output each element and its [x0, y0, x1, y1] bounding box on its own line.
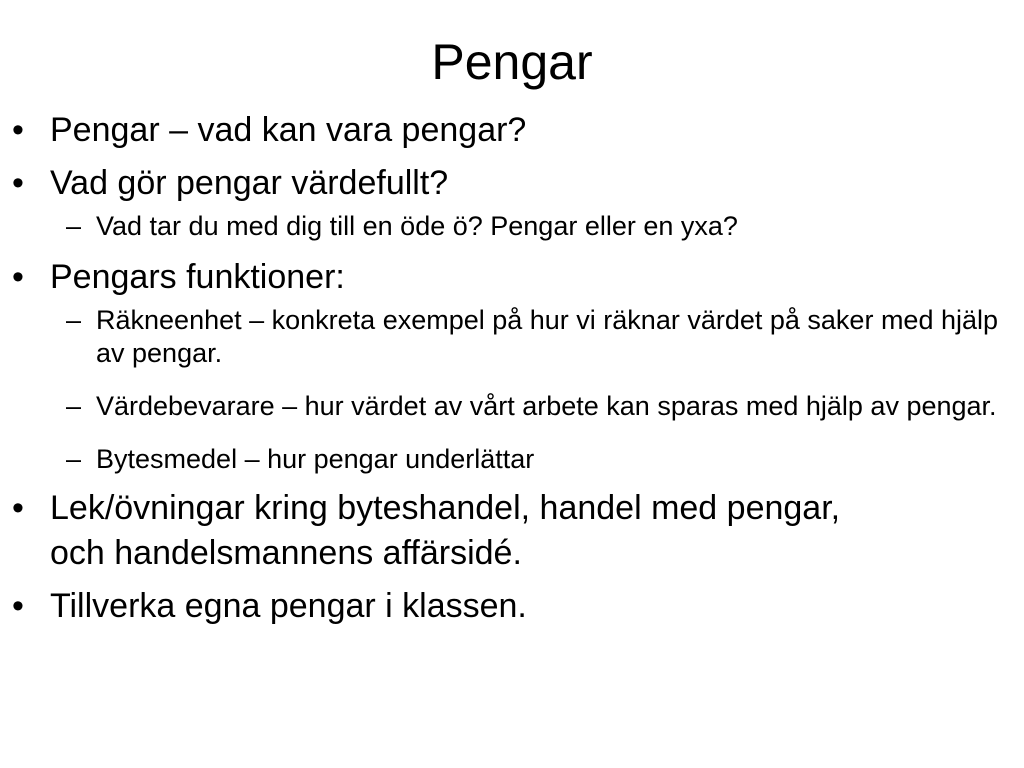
dash-marker: –: [66, 211, 82, 241]
sub-bullet-item: [0, 210, 1024, 243]
sub-bullet-text: Vad tar du med dig till en öde ö? Pengar eller en yxa?: [96, 211, 738, 241]
bullet-item: [0, 584, 1024, 629]
sub-bullet-text: Värdebevarare – hur värdet av vårt arbete kan sparas med hjälp av pengar.: [96, 391, 997, 421]
dash-marker: –: [66, 444, 82, 474]
bullet-text: Tillverka egna pengar i klassen.: [50, 587, 527, 625]
bullet-marker: •: [12, 489, 24, 527]
dash-marker: –: [66, 305, 82, 335]
dash-marker: –: [66, 391, 82, 421]
bullet-text: Vad gör pengar värdefullt?: [50, 164, 449, 202]
bullet-text: Pengars funktioner:: [50, 258, 345, 296]
sub-bullet-item: [0, 443, 1024, 476]
bullet-item: [0, 161, 1024, 206]
sub-bullet-text: Räkneenhet – konkreta exempel på hur vi räknar värdet på saker med hjälp av pengar.: [96, 305, 999, 368]
bullet-text: Pengar – vad kan vara pengar?: [50, 111, 527, 149]
sub-bullet-text: Bytesmedel – hur pengar underlättar: [96, 444, 535, 474]
bullet-item: [0, 255, 1024, 300]
sub-bullet-item: [0, 390, 1024, 423]
bullet-marker: •: [12, 258, 24, 296]
bullet-item: [0, 108, 1024, 153]
bullet-item: [0, 486, 1024, 576]
bullet-marker: •: [12, 111, 24, 149]
bullet-list: [0, 108, 1024, 637]
bullet-text: Lek/övningar kring byteshandel, handel med pengar, och handelsmannens affärsidé.: [50, 489, 841, 572]
bullet-marker: •: [12, 587, 24, 625]
bullet-marker: •: [12, 164, 24, 202]
slide-title: Pengar: [431, 34, 593, 90]
sub-bullet-item: [0, 304, 1024, 370]
